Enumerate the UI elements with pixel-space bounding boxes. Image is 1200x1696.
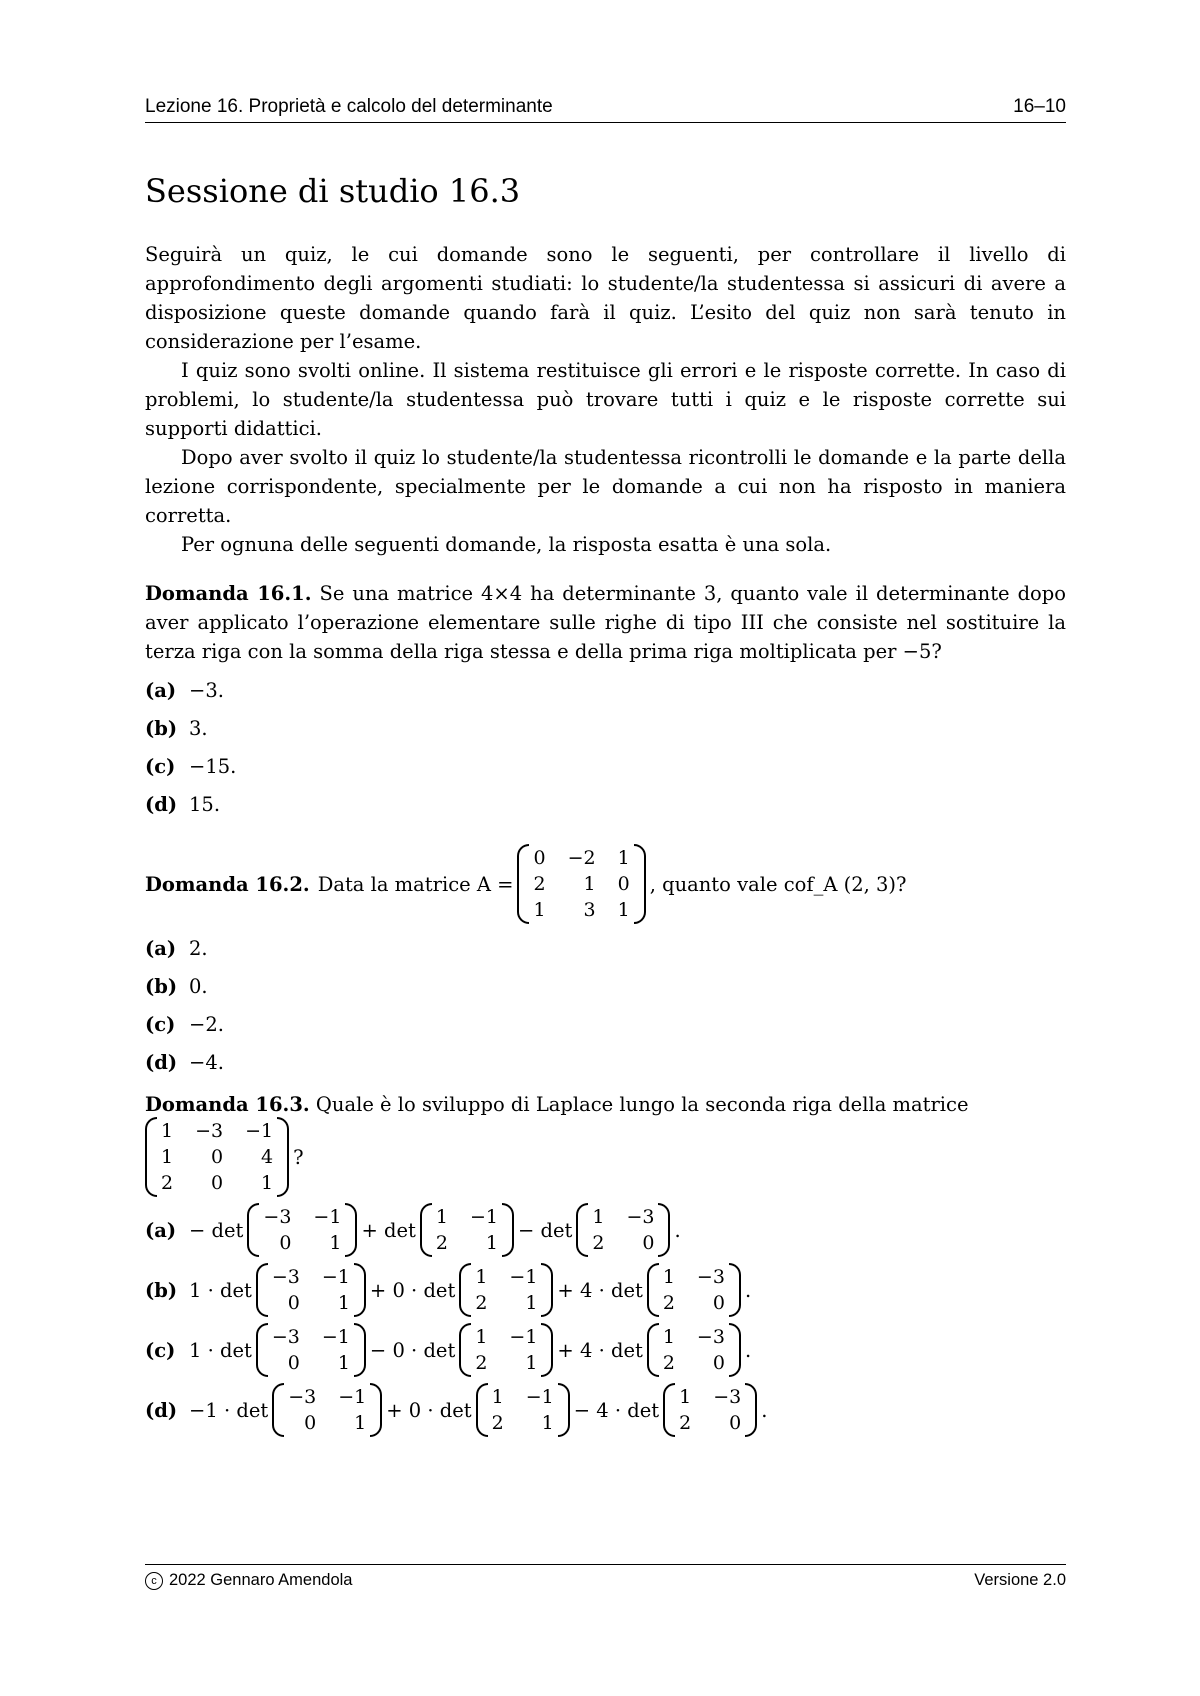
option-c: (c) −2. xyxy=(145,1012,224,1036)
intro-paragraph-2: I quiz sono svolti online. Il sistema restituisce gli errori e le risposte corrette. In caso di problemi, lo studente/la studentessa può trovare tutti i quiz e le risposte corrette sui supporti didattici. xyxy=(145,359,1066,440)
page-number: 16–10 xyxy=(1013,96,1066,117)
option-d: (d) −1 · det −3 −1 0 1 + 0 · det 1 −1 2 1 − 4 · det 1 −3 2 0 . xyxy=(145,1383,1066,1437)
option-d: (d) 15. xyxy=(145,792,221,816)
question-text: Se una matrice 4×4 ha determinante 3, quanto vale il determinante dopo aver applicato l’operazione elementare sulle righe di tipo III che consiste nel sostituire la terza riga con la somma della riga stessa e della prima riga moltiplicata per −5? xyxy=(145,582,1067,663)
copyright-icon: c xyxy=(145,1572,163,1590)
question-label: Domanda 16.2. xyxy=(145,872,310,896)
minor-matrix: −3 −1 0 1 xyxy=(256,1263,366,1317)
option-b: (b) 0. xyxy=(145,974,208,998)
question-text-pre: Data la matrice A = xyxy=(317,872,514,896)
option-c: (c) −15. xyxy=(145,754,237,778)
question-16-3: Domanda 16.3. Quale è lo sviluppo di Laplace lungo la seconda riga della matrice 1 −3 −1 1 0 4 2 0 1 ? (a) − det −3 −1 0 1 + det 1 −1 2 1 − det 1 −3 2 0 . (b) 1 · det −3 −1 0 1 + 0 · det 1 −1 2 1 + 4 · det 1 −3 2 0 . (c) 1 · det −3 −1 0 1 − 0 · det 1 −1 2 1 + 4 · det 1 −3 2 0 . (d) −1 · det −3 −1 0 1 + 0 · det 1 −1 2 1 − 4 · det 1 −3 2 0 . xyxy=(145,1090,1066,1437)
section-title: Sessione di studio 16.3 xyxy=(145,172,521,210)
document-page xyxy=(145,0,1066,1696)
footer-version: Versione 2.0 xyxy=(974,1571,1066,1589)
running-header xyxy=(145,96,1066,123)
page-footer xyxy=(145,1564,1066,1590)
option-a: (a) 2. xyxy=(145,936,208,960)
minor-matrix: 1 −1 2 1 xyxy=(459,1263,553,1317)
minor-matrix: 1 −1 2 1 xyxy=(459,1323,553,1377)
minor-matrix: 1 −3 2 0 xyxy=(663,1383,757,1437)
option-b: (b) 3. xyxy=(145,716,208,740)
minor-matrix: 1 −3 2 0 xyxy=(576,1203,670,1257)
intro-paragraph-3: Dopo aver svolto il quiz lo studente/la studentessa ricontrolli le domande e la parte della lezione corrispondente, specialmente per le domande a cui non ha risposto in maniera corretta. xyxy=(145,446,1066,527)
minor-matrix: −3 −1 0 1 xyxy=(272,1383,382,1437)
header-title: Lezione 16. Proprietà e calcolo del determinante xyxy=(145,96,553,117)
document-body xyxy=(145,240,1066,1437)
laplace-options xyxy=(145,1203,1066,1437)
question-label: Domanda 16.3. xyxy=(145,1093,310,1116)
laplace-matrix: 1 −3 −1 1 0 4 2 0 1 xyxy=(145,1117,289,1197)
question-16-2 xyxy=(145,844,1066,1076)
option-b: (b) 1 · det −3 −1 0 1 + 0 · det 1 −1 2 1 + 4 · det 1 −3 2 0 . xyxy=(145,1263,1066,1317)
question-text-post: , quanto vale cof_A (2, 3)? xyxy=(649,872,907,896)
question-16-1 xyxy=(145,579,1066,818)
minor-matrix: 1 −1 2 1 xyxy=(420,1203,514,1257)
minor-matrix: 1 −3 2 0 xyxy=(647,1323,741,1377)
option-a: (a) − det −3 −1 0 1 + det 1 −1 2 1 − det 1 −3 2 0 . xyxy=(145,1203,1066,1257)
intro-paragraph-4: Per ognuna delle seguenti domande, la risposta esatta è una sola. xyxy=(181,533,832,556)
minor-matrix: 1 −3 2 0 xyxy=(647,1263,741,1317)
question-text: Quale è lo sviluppo di Laplace lungo la seconda riga della matrice xyxy=(315,1093,969,1116)
option-c: (c) 1 · det −3 −1 0 1 − 0 · det 1 −1 2 1 + 4 · det 1 −3 2 0 . xyxy=(145,1323,1066,1377)
minor-matrix: −3 −1 0 1 xyxy=(247,1203,357,1257)
intro-paragraph-1: Seguirà un quiz, le cui domande sono le seguenti, per controllare il livello di approfondimento degli argomenti studiati: lo studente/la studentessa si assicuri di avere a disposizione queste domande quando farà il quiz. L’esito del quiz non sarà tenuto in considerazione per l’esame. xyxy=(145,243,1066,353)
minor-matrix: −3 −1 0 1 xyxy=(256,1323,366,1377)
option-d: (d) −4. xyxy=(145,1050,224,1074)
option-a: (a) −3. xyxy=(145,678,224,702)
question-label: Domanda 16.1. xyxy=(145,582,312,605)
matrix-a: 0 −2 1 2 1 0 1 3 1 xyxy=(517,844,645,924)
minor-matrix: 1 −1 2 1 xyxy=(476,1383,570,1437)
footer-author: 2022 Gennaro Amendola xyxy=(169,1571,353,1589)
